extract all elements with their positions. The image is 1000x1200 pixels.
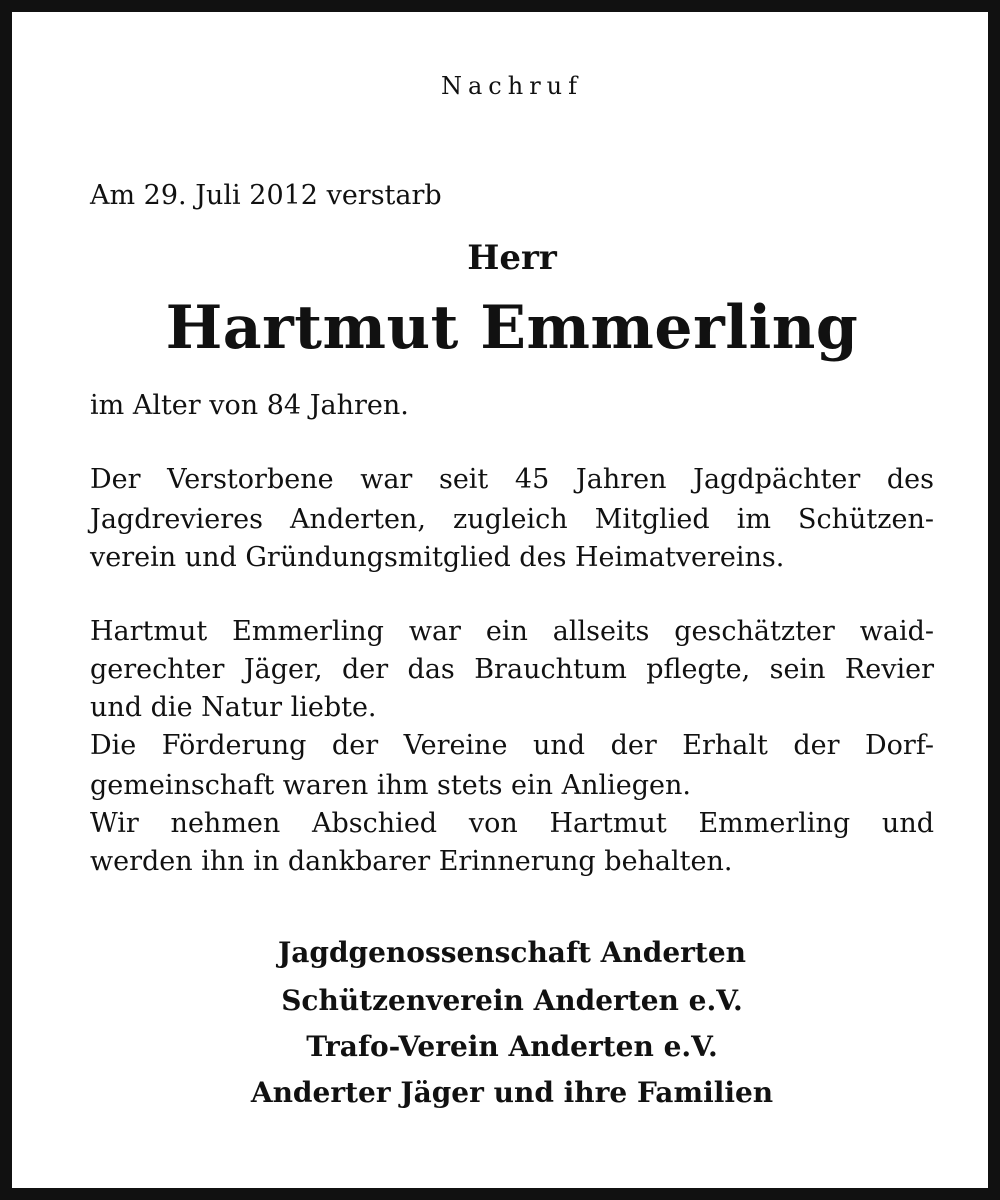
paragraph1-line-3: verein und Gründungsmitglied des Heimatvereins. xyxy=(90,542,785,573)
paragraph2-line-6: Wir nehmen Abschied von Hartmut Emmerling und xyxy=(90,808,934,839)
intro-line: Am 29. Juli 2012 verstarb xyxy=(90,180,442,211)
signatory-4: Anderter Jäger und ihre Familien xyxy=(250,1076,774,1109)
signatory-1: Jagdgenossenschaft Anderten xyxy=(277,936,747,969)
paragraph1-line-1: Der Verstorbene war seit 45 Jahren Jagdpächter des xyxy=(90,464,934,495)
notice-heading: Nachruf xyxy=(440,72,584,100)
signatory-2: Schützenverein Anderten e.V. xyxy=(281,984,743,1017)
paragraph1-line-2: Jagdrevieres Anderten, zugleich Mitglied im Schützen- xyxy=(90,504,934,535)
paragraph2-line-4: Die Förderung der Vereine und der Erhalt der Dorf- xyxy=(90,730,934,761)
salutation: Herr xyxy=(467,238,557,278)
paragraph2-line-7: werden ihn in dankbarer Erinnerung behalten. xyxy=(90,846,733,877)
paragraph2-line-5: gemeinschaft waren ihm stets ein Anliegen. xyxy=(90,770,691,801)
signatory-3: Trafo-Verein Anderten e.V. xyxy=(306,1030,718,1063)
paragraph2-line-3: und die Natur liebte. xyxy=(90,692,377,723)
age-line: im Alter von 84 Jahren. xyxy=(90,390,409,421)
paragraph2-line-1: Hartmut Emmerling war ein allseits geschätzter waid- xyxy=(90,616,934,647)
paragraph2-line-2: gerechter Jäger, der das Brauchtum pflegte, sein Revier xyxy=(90,654,934,685)
deceased-name: Hartmut Emmerling xyxy=(165,293,859,363)
